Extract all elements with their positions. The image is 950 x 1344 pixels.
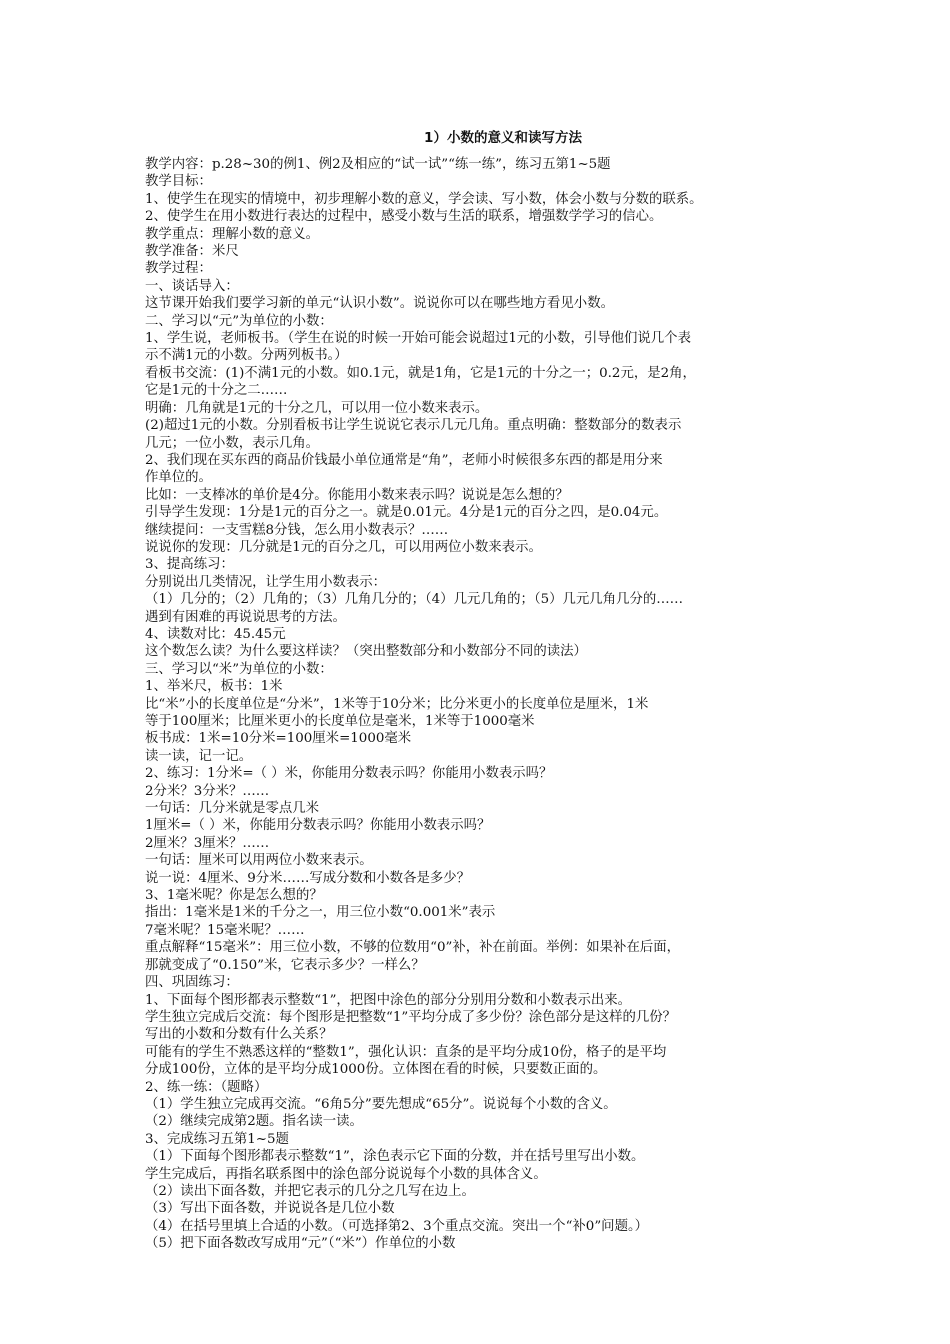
text-line: 2、练习：1分米=（ ）米，你能用分数表示吗？你能用小数表示吗？	[145, 766, 553, 782]
text-line: 重点解释“15毫米”：用三位小数，不够的位数用“0”补，补在前面。举例：如果补在后面，	[145, 940, 681, 956]
text-line: 教学准备：米尺	[145, 244, 239, 260]
text-line: 教学过程：	[145, 261, 212, 277]
text-line: 一句话：厘米可以用两位小数来表示。	[145, 853, 373, 869]
text-line: 引导学生发现：1分是1元的百分之一。就是0.01元。4分是1元的百分之四，是0.04元。	[145, 505, 668, 521]
text-line: 1、使学生在现实的情境中，初步理解小数的意义，学会读、写小数，体会小数与分数的联系。	[145, 191, 703, 207]
text-line: 那就变成了“0.150”米，它表示多少？一样么？	[145, 957, 425, 973]
text-line: 作单位的。	[145, 470, 212, 486]
text-line: 它是1元的十分之二……	[145, 383, 288, 399]
text-line: (2)超过1元的小数。分别看板书让学生说说它表示几元几角。重点明确：整数部分的数表示	[145, 418, 682, 434]
text-line: 分别说出几类情况，让学生用小数表示：	[145, 574, 387, 590]
text-line: 2厘米？3厘米？……	[145, 835, 270, 851]
text-line: 几元；一位小数，表示几角。	[145, 435, 320, 451]
text-line: 一、谈话导入：	[145, 278, 239, 294]
text-line: 3、1毫米呢？你是怎么想的？	[145, 888, 323, 904]
document-title: 1）小数的意义和读写方法	[424, 130, 582, 146]
text-line: 三、学习以“米”为单位的小数：	[145, 661, 333, 677]
text-line: 教学内容：p.28~30的例1、例2及相应的“试一试”“练一练”，练习五第1~5题	[145, 157, 611, 172]
text-line: 2分米？3分米？……	[145, 783, 270, 799]
text-line: 明确：几角就是1元的十分之几，可以用一位小数来表示。	[145, 400, 489, 416]
text-line: 二、学习以“元”为单位的小数：	[145, 313, 333, 329]
text-line: 2、练一练：（题略）	[145, 1079, 268, 1095]
text-line: 1、学生说，老师板书。（学生在说的时候一开始可能会说超过1元的小数，引导他们说几个表	[145, 331, 691, 347]
document-body	[145, 156, 825, 1253]
text-line: 一句话：几分米就是零点几米	[145, 801, 320, 817]
text-line: 遇到有困难的再说说思考的方法。	[145, 609, 346, 625]
document-page	[145, 128, 825, 1253]
text-line: 比“米”小的长度单位是“分米”，1米等于10分米；比分米更小的长度单位是厘米，1米	[145, 696, 649, 712]
text-line: （1）学生独立完成再交流。“6角5分”要先想成“65分”。说说每个小数的含义。	[145, 1096, 617, 1112]
text-line: 7毫米呢？15毫米呢？……	[145, 922, 305, 938]
text-line: 这个数怎么读？为什么要这样读？（突出整数部分和小数部分不同的读法）	[145, 644, 587, 660]
text-line: 读一读，记一记。	[145, 748, 253, 764]
text-line: 1、下面每个图形都表示整数“1”，把图中涂色的部分分别用分数和小数表示出来。	[145, 992, 632, 1008]
text-line: 说说你的发现：几分就是1元的百分之几，可以用两位小数来表示。	[145, 539, 542, 555]
text-line: 比如：一支棒冰的单价是4分。你能用小数来表示吗？说说是怎么想的？	[145, 487, 569, 503]
text-line: 4、读数对比：45.45元	[145, 626, 286, 642]
text-line: 板书成：1米=10分米=100厘米=1000毫米	[145, 731, 412, 747]
text-line: 学生独立完成后交流：每个图形是把整数“1”平均分成了多少份？涂色部分是这样的几份？	[145, 1009, 677, 1025]
text-line: 2、使学生在用小数进行表达的过程中，感受小数与生活的联系，增强数学学习的信心。	[145, 209, 663, 225]
text-line: （2）继续完成第2题。指名读一读。	[145, 1114, 363, 1130]
text-line: 说一说：4厘米、9分米……写成分数和小数各是多少？	[145, 870, 471, 886]
text-line: 3、完成练习五第1~5题	[145, 1131, 289, 1147]
text-line: 四、巩固练习：	[145, 975, 239, 991]
text-line: 1、举米尺，板书：1米	[145, 679, 283, 695]
text-line: （4）在括号里填上合适的小数。（可选择第2、3个重点交流。突出一个“补0”问题。）	[145, 1218, 649, 1234]
text-line: 可能有的学生不熟悉这样的“整数1”，强化认识：直条的是平均分成10份，格子的是平均	[145, 1044, 667, 1060]
text-line: 指出：1毫米是1米的千分之一，用三位小数“0.001米”表示	[145, 905, 496, 921]
text-line: 写出的小数和分数有什么关系？	[145, 1027, 333, 1043]
text-line: 2、我们现在买东西的商品价钱最小单位通常是“角”，老师小时候很多东西的都是用分来	[145, 452, 663, 468]
text-line: 等于100厘米；比厘米更小的长度单位是毫米，1米等于1000毫米	[145, 714, 535, 729]
text-line: 教学目标：	[145, 174, 212, 190]
text-line: 这节课开始我们要学习新的单元“认识小数”。说说你可以在哪些地方看见小数。	[145, 296, 614, 312]
text-line: （3）写出下面各数，并说说各是几位小数	[145, 1201, 395, 1217]
text-line: 继续提问：一支雪糕8分钱，怎么用小数表示？……	[145, 522, 449, 538]
text-line: （1）几分的；（2）几角的；（3）几角几分的；（4）几元几角的；（5）几元几角几分的……	[145, 592, 684, 608]
text-line: （5）把下面各数改写成用“元”（“米”）作单位的小数	[145, 1236, 456, 1252]
text-line: 学生完成后，再指名联系图中的涂色部分说说每个小数的具体含义。	[145, 1166, 547, 1182]
text-line: （2）读出下面各数，并把它表示的几分之几写在边上。	[145, 1183, 475, 1199]
text-line: 教学重点：理解小数的意义。	[145, 226, 320, 242]
text-line: （1）下面每个图形都表示整数“1”，涂色表示它下面的分数，并在括号里写出小数。	[145, 1149, 645, 1165]
text-line: 看板书交流：(1)不满1元的小数。如0.1元，就是1角，它是1元的十分之一；0.2元，是2角，	[145, 365, 696, 381]
text-line: 3、提高练习：	[145, 557, 234, 573]
text-line: 分成100份，立体的是平均分成1000份。立体图在看的时候，只要数正面的。	[145, 1062, 607, 1078]
text-line: 示不满1元的小数。分两列板书。）	[145, 348, 348, 364]
text-line: 1厘米=（ ）米，你能用分数表示吗？你能用小数表示吗？	[145, 818, 491, 834]
